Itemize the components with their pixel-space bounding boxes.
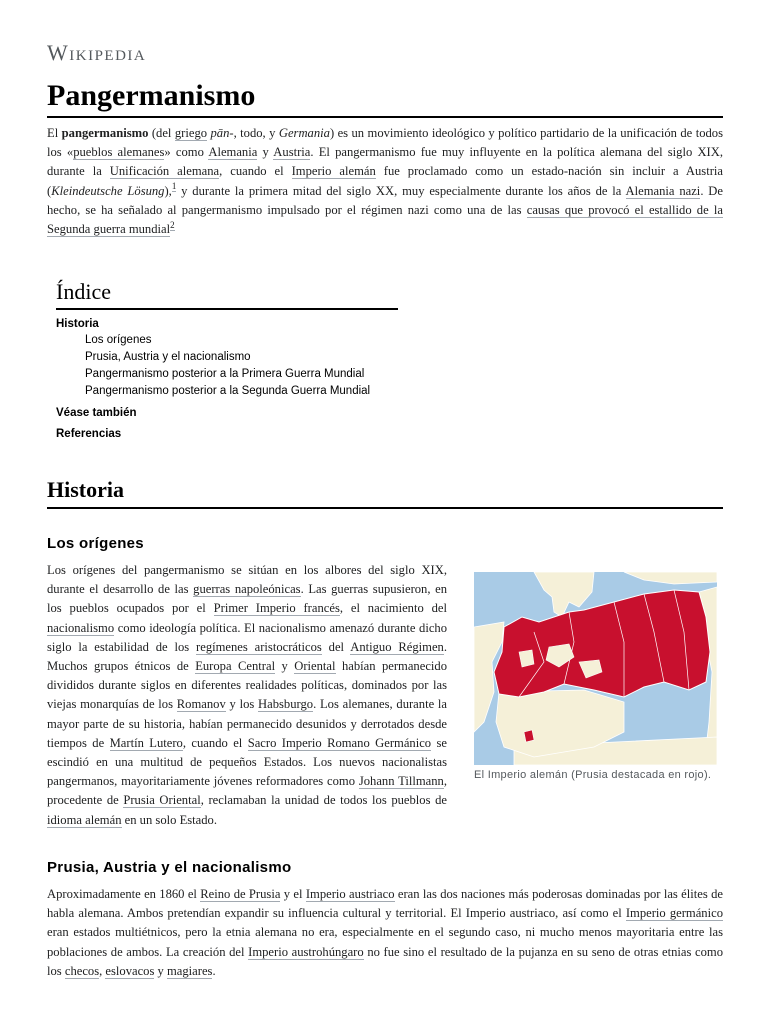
toc-item-segunda-guerra[interactable]: Pangermanismo posterior a la Segunda Guerra Mundial [85, 385, 371, 397]
link-primer-imperio-frances[interactable]: Primer Imperio francés [213, 601, 340, 616]
link-imperio-austrohungaro[interactable]: Imperio austrohúngaro [248, 944, 364, 959]
figure-map [474, 572, 717, 783]
link-reino-de-prusia[interactable]: Reino de Prusia [200, 887, 281, 901]
wikipedia-logo[interactable]: Wikipedia [47, 40, 147, 65]
link-habsburgo[interactable]: Habsburgo [258, 697, 314, 712]
section-heading-historia: Historia [47, 476, 723, 509]
section-heading-origenes: Los orígenes [47, 535, 144, 552]
toc-title: Índice [56, 278, 398, 310]
origenes-paragraph: Los orígenes del pangermanismo se sitúan en los albores del siglo XIX, durante el desarrollo de las guerras napoleónicas. Las guerras supusieron, en los pueblos ocupados por el Primer Imperio francés, el nacimiento del nacionalismo como ideología política. El nacionalismo amenazó durante dicho siglo la estabilidad de los regímenes aristocráticos del Antiguo Régimen. Muchos grupos étnicos de Europa Central y Oriental habían permanecido divididos durante siglos en diferentes realidades políticas, dominados por las viejas monarquías de los Romanov y los Habsburgo. Los alemanes, durante la mayor parte de su historia, habían permanecido desunidos y derrotados desde tiempos de Martín Lutero, cuando el Sacro Imperio Romano Germánico se escindió en una multitud de pequeños Estados. Los nuevos nacionalistas pangermanos, mayoritariamente jóvenes reformadores como Johann Tillmann, procedente de Prusia Oriental, reclamaban la unidad de todos los pueblos de idioma alemán en un solo Estado. [47, 563, 448, 827]
toc-item-historia[interactable]: Historia [56, 318, 99, 330]
link-alemania-nazi[interactable]: Alemania nazi [625, 183, 701, 198]
reference-1[interactable]: 1 [171, 181, 177, 192]
section-heading-prusia: Prusia, Austria y el nacionalismo [47, 859, 292, 876]
toc-item-primera-guerra[interactable]: Pangermanismo posterior a la Primera Guerra Mundial [85, 368, 365, 380]
link-sacro-imperio[interactable]: Sacro Imperio Romano Germánico [247, 735, 432, 750]
table-of-contents [56, 278, 448, 442]
figure-caption: El Imperio alemán (Prusia destacada en rojo). [474, 769, 712, 781]
link-johann-tillmann[interactable]: Johann Tillmann [358, 774, 444, 789]
link-checos[interactable]: checos [64, 963, 100, 978]
link-prusia-oriental[interactable]: Prusia Oriental [123, 793, 201, 808]
link-antiguo-regimen[interactable]: Antiguo Régimen [350, 639, 444, 654]
link-austria[interactable]: Austria [273, 145, 311, 160]
german-empire-map [474, 572, 717, 765]
toc-item-origenes[interactable]: Los orígenes [85, 334, 152, 346]
link-nacionalismo[interactable]: nacionalismo [47, 620, 115, 635]
link-regimenes-aristocraticos[interactable]: regímenes aristocráticos [196, 639, 322, 654]
link-imperio-germanico[interactable]: Imperio germánico [625, 906, 723, 921]
prusia-paragraph: Aproximadamente en 1860 el Reino de Prusia y el Imperio austriaco eran las dos naciones más poderosas dominadas por las élites de habla alemana. Ambos pretendían expandir su influencia cultural y territorial. El Imperio austriaco, así como el Imperio germánico eran estados multiétnicos, pero la etnia alemana no era, especialmente en el segundo caso, ni mucho menos mayoritaria entre las poblaciones de ambos. La creación del Imperio austrohúngaro no fue sino el resultado de la pujanza en su seno de otras etnias como los checos, eslovacos y magiares. [47, 887, 724, 978]
link-alemania[interactable]: Alemania [208, 145, 258, 160]
link-causas[interactable]: causas que provocó el estallido de la Segunda guerra mundial [47, 202, 723, 237]
link-pueblos-alemanes[interactable]: pueblos alemanes [73, 145, 165, 160]
intro-paragraph: El pangermanismo (del griego pān-, todo, y Germania) es un movimiento ideológico y político partidario de la unificación de todos los «pueblos alemanes» como Alemania y Austria. El pangermanismo fue muy influyente en la política alemana del siglo XIX, durante la Unificación alemana, cuando el Imperio alemán fue proclamado como un estado-nación sin incluir a Austria (Kleindeutsche Lösung),$^1$ y durante la primera mitad del siglo XX, muy especialmente durante los años de la Alemania nazi. De hecho, se ha señalado al pangermanismo impulsado por el régimen nazi como una de las causas que provocó el estallido de la Segunda guerra mundial$^2$ [47, 126, 723, 237]
link-guerras-napoleonicas[interactable]: guerras napoleónicas [193, 582, 301, 597]
link-europa-central[interactable]: Europa Central [195, 659, 276, 674]
link-griego[interactable]: griego [174, 126, 208, 140]
toc-item-vease[interactable]: Véase también [56, 407, 137, 419]
link-martin-lutero[interactable]: Martín Lutero [109, 735, 183, 750]
link-magiares[interactable]: magiares [166, 963, 213, 978]
link-imperio-aleman[interactable]: Imperio alemán [291, 164, 376, 179]
link-eslovacos[interactable]: eslovacos [105, 963, 155, 978]
link-idioma-aleman[interactable]: idioma alemán [47, 812, 122, 827]
link-romanov[interactable]: Romanov [176, 697, 226, 712]
reference-2[interactable]: 2 [170, 219, 175, 230]
page-title: Pangermanismo [47, 78, 723, 118]
link-unificacion-alemana[interactable]: Unificación alemana [109, 164, 220, 179]
toc-item-prusia[interactable]: Prusia, Austria y el nacionalismo [85, 351, 251, 363]
term-bold: pangermanismo [61, 126, 149, 140]
link-imperio-austriaco[interactable]: Imperio austriaco [305, 887, 395, 901]
map-image[interactable] [474, 572, 717, 765]
link-oriental[interactable]: Oriental [294, 659, 336, 674]
toc-item-referencias[interactable]: Referencias [56, 428, 122, 440]
